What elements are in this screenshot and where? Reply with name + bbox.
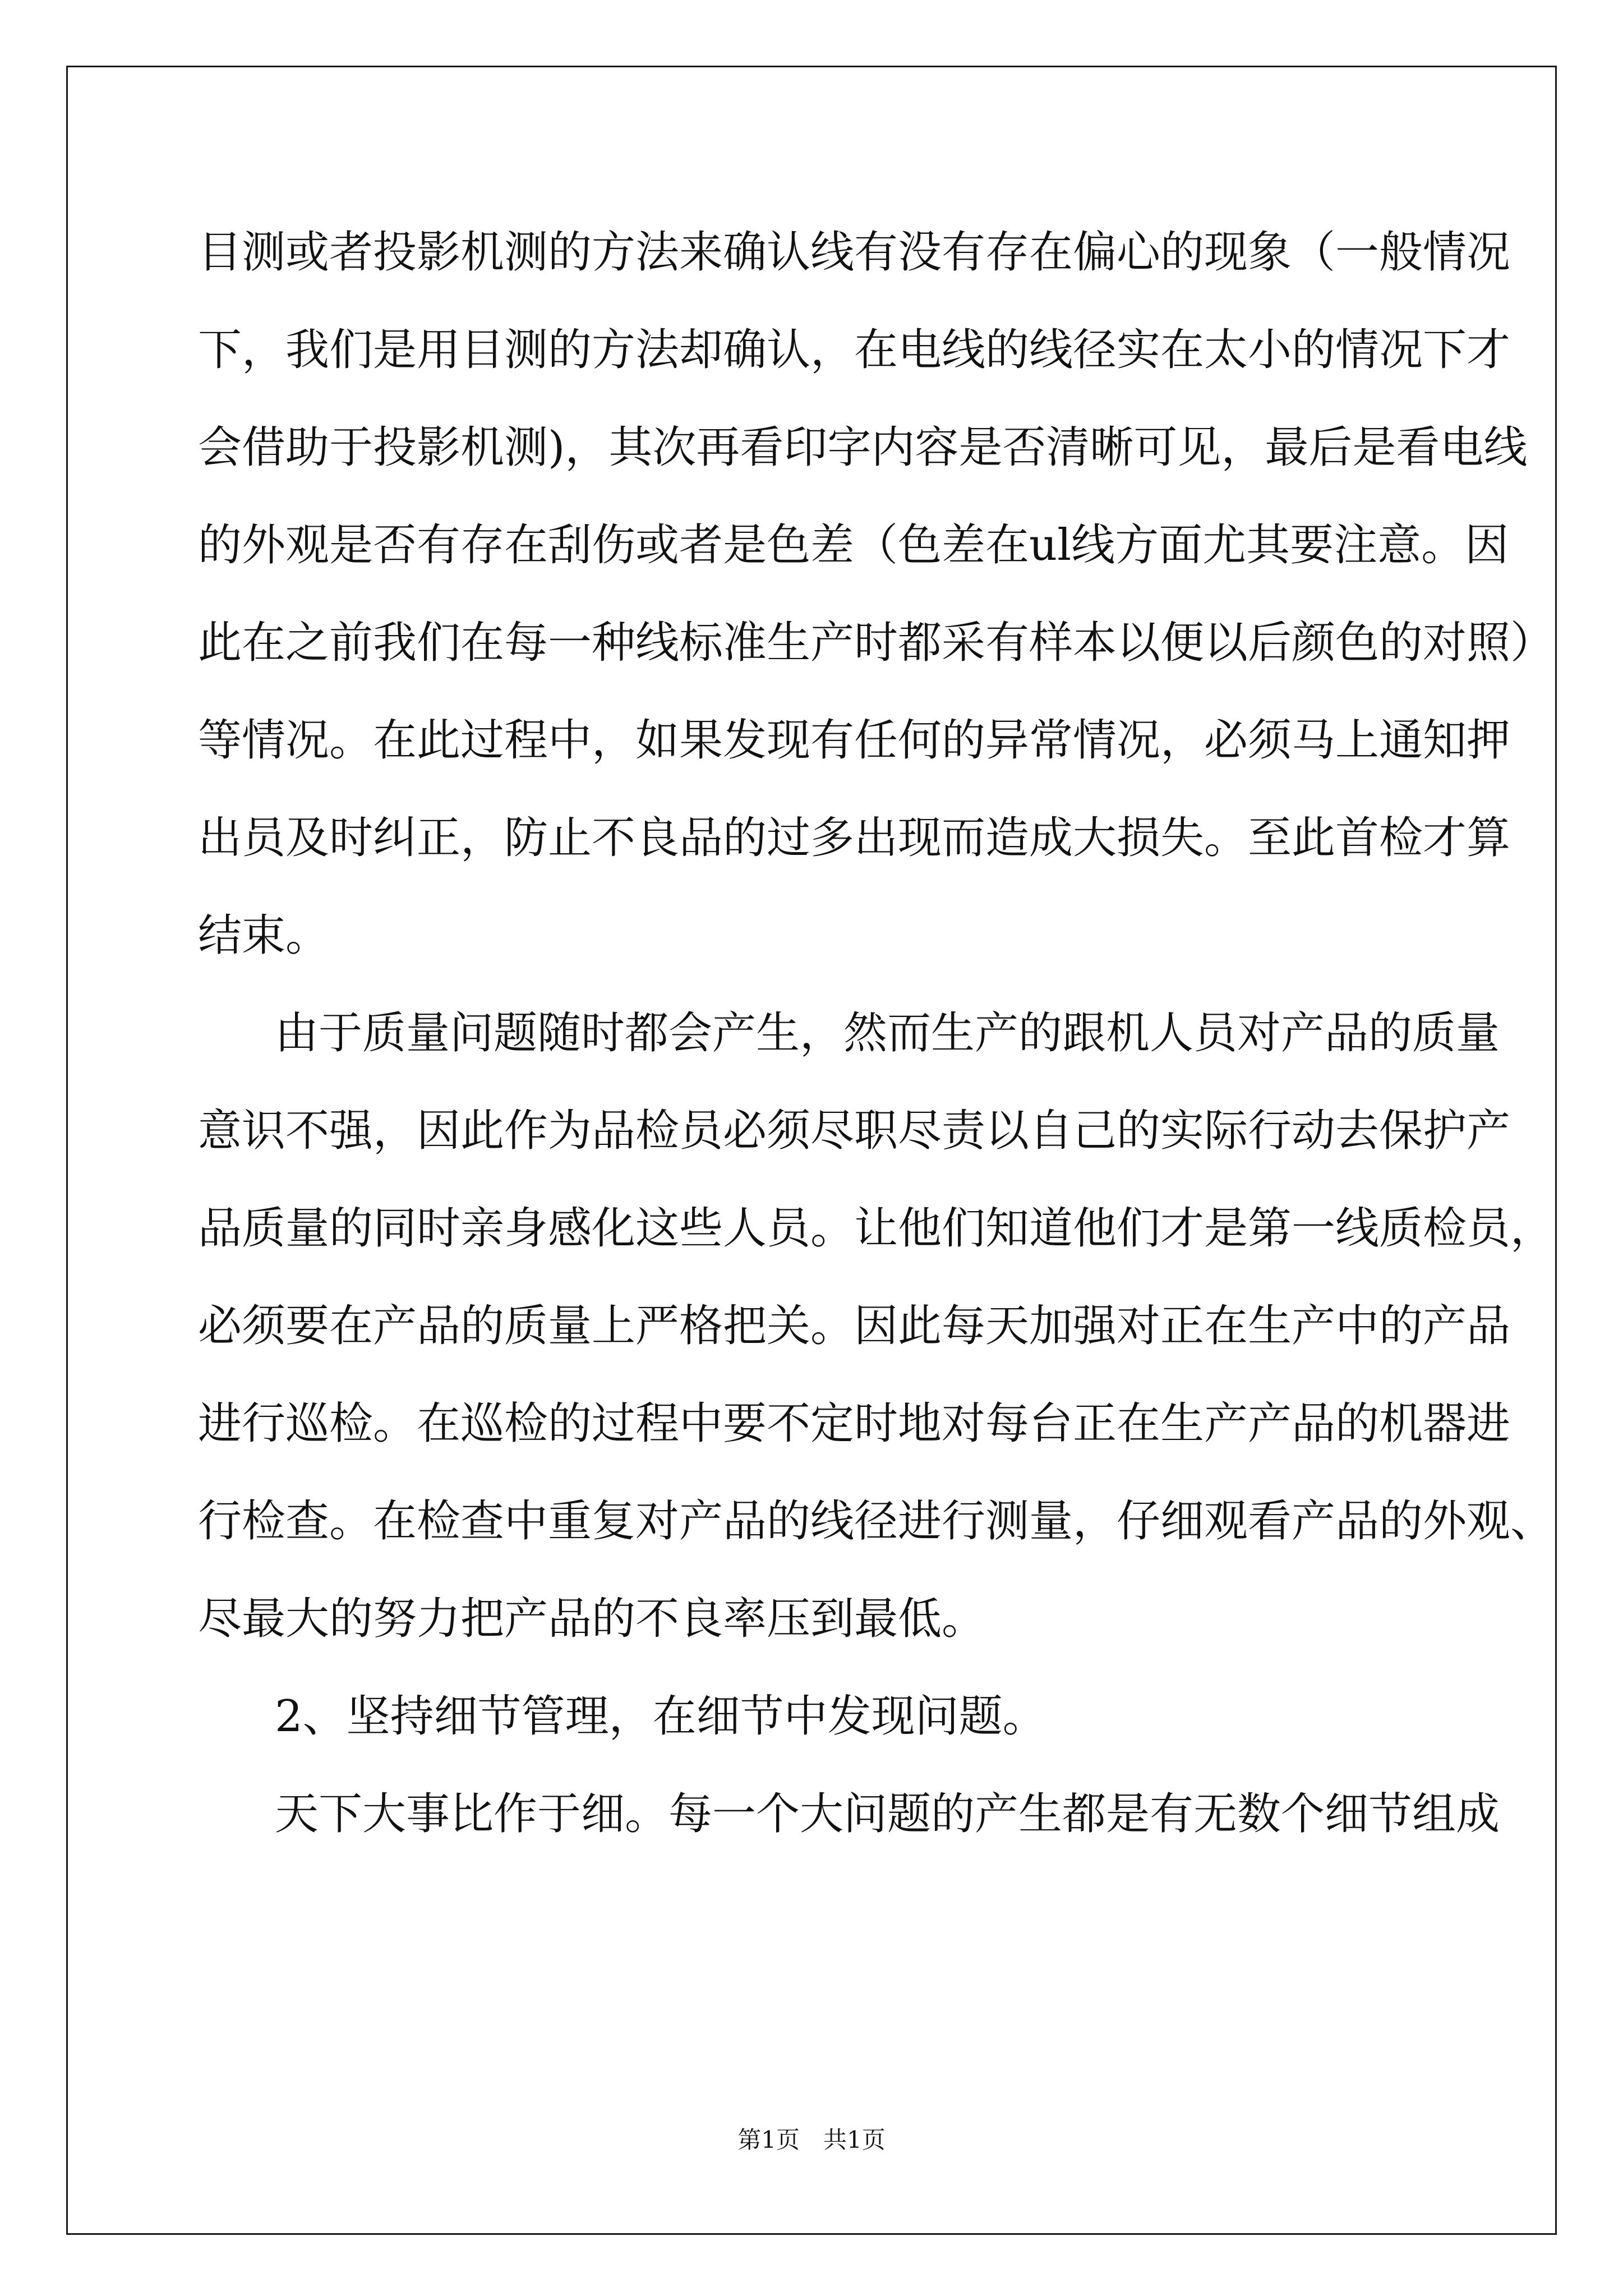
paragraph-first-line: 由于质量问题随时都会产生，然而生产的跟机人员对产品的质量	[275, 1008, 1500, 1059]
body-text-line: 尽最大的努力把产品的不良率压到最低。	[198, 1594, 986, 1644]
page-footer: 第1页 共1页	[737, 2126, 886, 2154]
body-text-line: 此在之前我们在每一种线标准生产时都采有样本以便以后颜色的对照）	[198, 618, 1555, 668]
paragraph-first-line: 天下大事比作于细。每一个大问题的产生都是有无数个细节组成	[275, 1789, 1500, 1839]
section-heading: 2、坚持细节管理，在细节中发现问题。	[275, 1691, 1046, 1742]
body-text-line: 必须要在产品的质量上严格把关。因此每天加强对正在生产中的产品	[198, 1301, 1511, 1351]
body-text-line: 目测或者投影机测的方法来确认线有没有存在偏心的现象（一般情况	[198, 227, 1511, 278]
body-text-line: 行检查。在检查中重复对产品的线径进行测量，仔细观看产品的外观、	[198, 1496, 1555, 1547]
body-text-line: 结束。	[198, 910, 330, 961]
body-text-line: 下，我们是用目测的方法却确认，在电线的线径实在太小的情况下才	[198, 325, 1511, 375]
body-text-line: 的外观是否有存在刮伤或者是色差（色差在ul线方面尤其要注意。因	[198, 520, 1509, 570]
body-text-line: 等情况。在此过程中，如果发现有任何的异常情况，必须马上通知押	[198, 715, 1511, 766]
body-text-line: 意识不强，因此作为品检员必须尽职尽责以自己的实际行动去保护产	[198, 1106, 1511, 1156]
body-text-line: 进行巡检。在巡检的过程中要不定时地对每台正在生产产品的机器进	[198, 1398, 1511, 1449]
body-text-line: 出员及时纠正，防止不良品的过多出现而造成大损失。至此首检才算	[198, 813, 1511, 863]
body-text-line: 品质量的同时亲身感化这些人员。让他们知道他们才是第一线质检员，	[198, 1203, 1555, 1254]
body-text-line: 会借助于投影机测)，其次再看印字内容是否清晰可见，最后是看电线	[198, 422, 1528, 473]
